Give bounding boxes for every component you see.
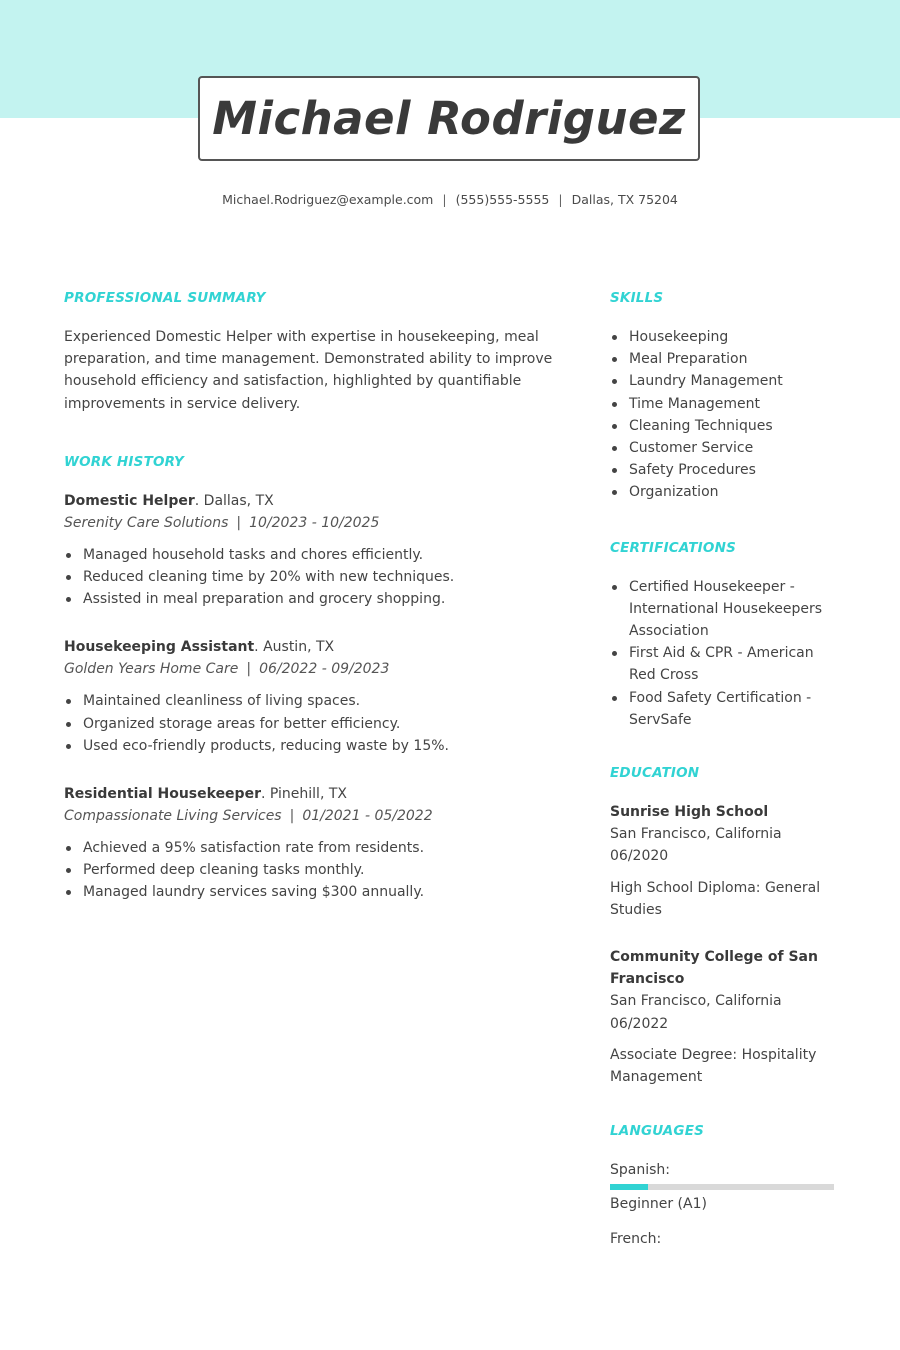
language-proficiency-fill xyxy=(610,1184,648,1190)
work-history-heading: WORK HISTORY xyxy=(64,453,184,470)
certifications-heading: CERTIFICATIONS xyxy=(610,539,736,556)
skills-list xyxy=(610,326,836,504)
job-header xyxy=(64,783,554,805)
candidate-name: Michael Rodriguez xyxy=(212,92,686,145)
skill-item: Laundry Management xyxy=(610,370,836,392)
job-bullet: Organized storage areas for better efficiency. xyxy=(64,713,554,735)
certification-item: First Aid & CPR - American Red Cross xyxy=(610,642,836,686)
education-date: 06/2020 xyxy=(610,848,669,865)
job-bullet: Achieved a 95% satisfaction rate from residents. xyxy=(64,837,554,859)
education-location: San Francisco, California xyxy=(610,826,782,843)
summary-heading: PROFESSIONAL SUMMARY xyxy=(64,290,266,306)
right-column xyxy=(610,290,836,1250)
education-degree: High School Diploma: General Studies xyxy=(610,879,821,918)
education-school: Sunrise High School xyxy=(610,804,769,821)
job-meta-separator: | xyxy=(289,808,295,825)
job-role: Residential Housekeeper xyxy=(64,786,261,803)
contact-location: Dallas, TX 75204 xyxy=(571,192,678,207)
skill-item: Safety Procedures xyxy=(610,459,836,481)
job-role: Housekeeping Assistant xyxy=(64,639,255,656)
language-entry xyxy=(610,1159,836,1215)
job-bullet: Used eco-friendly products, reducing waste by 15%. xyxy=(64,735,554,757)
contact-separator: | xyxy=(558,192,563,207)
language-name: French: xyxy=(610,1231,662,1248)
job-bullet: Performed deep cleaning tasks monthly. xyxy=(64,859,554,881)
education-school: Community College of San Francisco xyxy=(610,949,818,988)
job-meta xyxy=(64,805,554,827)
job-bullets xyxy=(64,544,554,611)
contact-phone: (555)555-5555 xyxy=(455,192,550,207)
certifications-list xyxy=(610,576,836,731)
job-company: Serenity Care Solutions xyxy=(64,514,229,531)
job-bullet: Managed household tasks and chores efficiently. xyxy=(64,544,554,566)
job-company: Golden Years Home Care xyxy=(64,661,239,678)
contact-separator: | xyxy=(442,192,447,207)
job-header xyxy=(64,636,554,658)
name-box xyxy=(198,76,700,161)
job-meta-separator: | xyxy=(236,514,242,531)
language-level: Beginner (A1) xyxy=(610,1196,707,1213)
contact-line xyxy=(0,192,900,207)
languages-heading: LANGUAGES xyxy=(610,1123,705,1140)
skill-item: Cleaning Techniques xyxy=(610,415,836,437)
education-entry xyxy=(610,946,836,1088)
job-meta xyxy=(64,512,554,534)
job-location: . Pinehill, TX xyxy=(260,786,347,803)
job-role: Domestic Helper xyxy=(64,492,195,509)
job-header xyxy=(64,490,554,512)
job-dates: 10/2023 - 10/2025 xyxy=(249,514,380,531)
job-location: . Dallas, TX xyxy=(194,492,274,509)
left-column xyxy=(64,290,554,904)
education-degree: Associate Degree: Hospitality Management xyxy=(610,1046,817,1086)
job-bullet: Managed laundry services saving $300 annually. xyxy=(64,881,554,903)
job-bullet: Assisted in meal preparation and grocery shopping. xyxy=(64,588,554,610)
skills-heading: SKILLS xyxy=(610,290,664,306)
skill-item: Customer Service xyxy=(610,437,836,459)
job-entry xyxy=(64,490,554,611)
certification-item: Food Safety Certification - ServSafe xyxy=(610,687,836,731)
education-entry xyxy=(610,801,836,921)
certification-item: Certified Housekeeper - International Housekeepers Association xyxy=(610,576,836,643)
job-bullets xyxy=(64,837,554,904)
job-dates: 01/2021 - 05/2022 xyxy=(302,808,433,825)
skill-item: Housekeeping xyxy=(610,326,836,348)
job-meta-separator: | xyxy=(246,661,252,678)
job-company: Compassionate Living Services xyxy=(64,808,282,825)
skill-item: Organization xyxy=(610,481,836,503)
job-meta xyxy=(64,658,554,680)
education-date: 06/2022 xyxy=(610,1015,669,1032)
job-location: . Austin, TX xyxy=(254,639,335,656)
job-dates: 06/2022 - 09/2023 xyxy=(259,661,390,678)
job-bullet: Maintained cleanliness of living spaces. xyxy=(64,690,554,712)
education-heading: EDUCATION xyxy=(610,765,700,782)
education-location: San Francisco, California xyxy=(610,993,782,1010)
job-entry xyxy=(64,783,554,904)
language-proficiency-bar xyxy=(610,1184,834,1190)
language-name: Spanish: xyxy=(610,1162,670,1179)
job-bullet: Reduced cleaning time by 20% with new techniques. xyxy=(64,566,554,588)
skill-item: Time Management xyxy=(610,393,836,415)
skill-item: Meal Preparation xyxy=(610,348,836,370)
job-entry xyxy=(64,636,554,757)
contact-email: Michael.Rodriguez@example.com xyxy=(222,192,434,207)
summary-text: Experienced Domestic Helper with expertise in housekeeping, meal preparation, and time management. Demonstrated ability to improve household efficiency and satisfaction, highlighted by quantifiable improvements in service delivery. xyxy=(64,329,553,412)
job-bullets xyxy=(64,690,554,757)
language-entry xyxy=(610,1228,836,1250)
